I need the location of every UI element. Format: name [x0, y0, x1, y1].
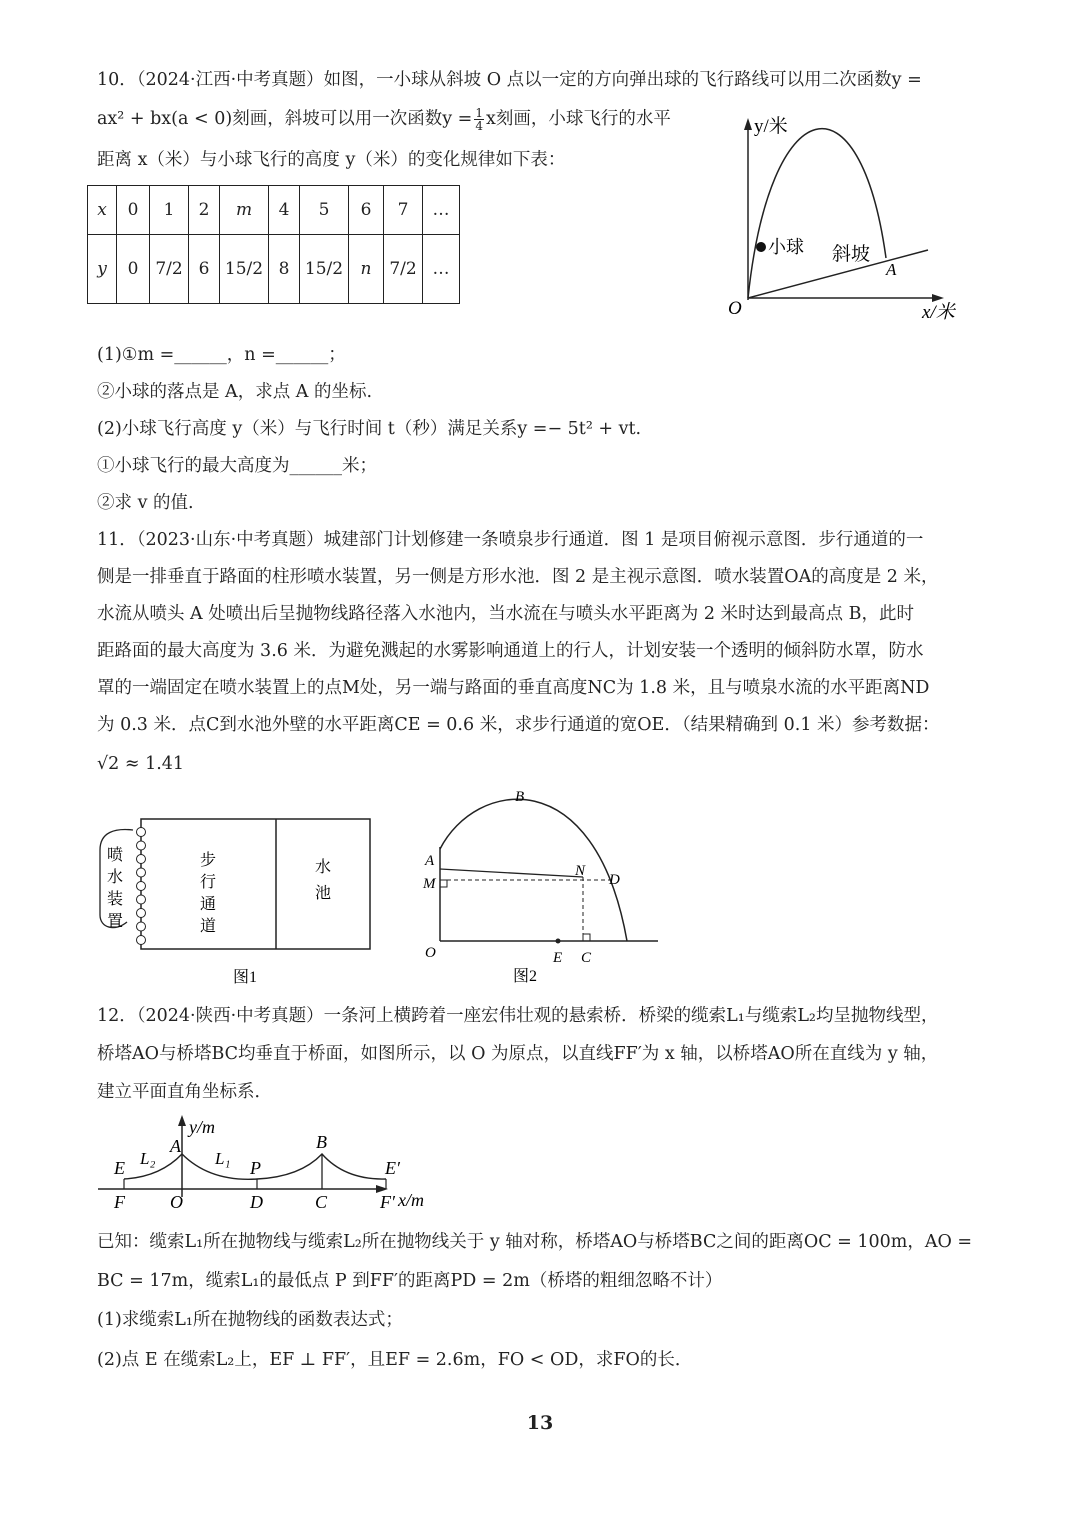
- q10-line3: 距离 x（米）与小球飞行的高度 y（米）的变化规律如下表：: [97, 150, 566, 170]
- label-a: A: [170, 1136, 181, 1156]
- x-label: x/m: [398, 1190, 424, 1210]
- table-cell: …: [423, 186, 460, 235]
- table-cell: 8: [269, 235, 300, 304]
- q10-line2b: x刻画，小球飞行的水平: [485, 109, 671, 129]
- label-l2: L₂: [140, 1149, 156, 1168]
- table-cell: …: [423, 235, 460, 304]
- label-l1: L₁: [215, 1149, 231, 1168]
- q10-line1: 10．（2024·江西·中考真题）如图，一小球从斜坡 O 点以一定的方向弹出球的飞行路线可以用二次函数y =: [97, 70, 922, 90]
- device-label: 喷水装置: [107, 847, 124, 930]
- q12-figure: [90, 1112, 460, 1212]
- nozzle: [137, 841, 146, 850]
- point-e: [556, 939, 561, 944]
- label-e-prime: E′: [385, 1158, 400, 1178]
- table-cell: n: [349, 235, 384, 304]
- q12-known: 已知：缆索L₁所在抛物线与缆索L₂所在抛物线关于 y 轴对称，桥塔AO与桥塔BC之间的距离OC = 100m，AO =: [97, 1232, 973, 1252]
- table-cell: x: [88, 186, 117, 235]
- table-cell: 7/2: [384, 235, 423, 304]
- q11-line: √2 ≈ 1.41: [97, 754, 185, 774]
- nozzle: [137, 855, 146, 864]
- label-p: P: [250, 1158, 261, 1178]
- nozzle: [137, 922, 146, 931]
- q10-table: [87, 185, 460, 304]
- table-cell: 7/2: [150, 235, 189, 304]
- right-angle-m: [440, 880, 447, 887]
- y-arrow-icon: [178, 1115, 186, 1126]
- fig2-caption: 图2: [513, 968, 538, 985]
- table-cell: 15/2: [300, 235, 349, 304]
- nozzle: [137, 936, 146, 945]
- q10-part2: (2)小球飞行高度 y（米）与飞行时间 t（秒）满足关系y =− 5t² + vt.: [97, 419, 642, 439]
- nozzle: [137, 828, 146, 837]
- q11-line: 水流从喷头 A 处喷出后呈抛物线路径落入水池内，当水流在与喷头水平距离为 2 米时达到最高点 B，此时: [97, 604, 914, 624]
- table-cell: y: [88, 235, 117, 304]
- table-row-x: [88, 186, 460, 235]
- y-arrow-icon: [744, 118, 752, 130]
- table-cell: 15/2: [220, 235, 269, 304]
- q10-line2: [97, 107, 671, 132]
- label-c: C: [581, 950, 592, 966]
- label-m: M: [423, 876, 436, 892]
- q12-part2: (2)点 E 在缆索L₂上，EF ⊥ FF′，且EF = 2.6m，FO < OD，求FO的长．: [97, 1350, 693, 1370]
- label-e: E: [114, 1158, 125, 1178]
- q12-part1: (1)求缆索L₁所在抛物线的函数表达式；: [97, 1310, 403, 1330]
- table-cell: 0: [117, 186, 150, 235]
- label-d: D: [609, 872, 620, 888]
- path-label: 步行通道: [200, 852, 217, 935]
- x-arrow-icon: [932, 294, 944, 302]
- q12-line: 12．（2024·陕西·中考真题）一条河上横跨着一座宏伟壮观的悬索桥．桥梁的缆索L₁与缆索L₂均呈抛物线型，: [97, 1006, 939, 1026]
- parabola: [748, 129, 886, 298]
- pool-label: 水池: [315, 859, 332, 902]
- table-cell: 1: [150, 186, 189, 235]
- q10-part1: (1)①m =______，n =______；: [97, 345, 346, 365]
- table-cell: 2: [189, 186, 220, 235]
- table-row-y: [88, 235, 460, 304]
- q10-part2-2: ②求 v 的值.: [97, 493, 194, 513]
- q10-figure: [700, 110, 990, 330]
- q11-line: 距路面的最大高度为 3.6 米．为避免溅起的水雾影响通道上的行人，计划安装一个透明的倾斜防水罩，防水: [97, 641, 924, 661]
- table-cell: 5: [300, 186, 349, 235]
- q11-line: 11．（2023·山东·中考真题）城建部门计划修建一条喷泉步行通道．图 1 是项目俯视示意图．步行通道的一: [97, 530, 924, 550]
- label-f-prime: F′: [380, 1192, 395, 1212]
- nozzle: [137, 868, 146, 877]
- fraction-one-quarter: [474, 107, 484, 132]
- label-c: C: [315, 1192, 328, 1212]
- slope-label: 斜坡: [832, 244, 871, 265]
- table-cell: 6: [189, 235, 220, 304]
- frac-num: 1: [475, 106, 483, 120]
- table-cell: 6: [349, 186, 384, 235]
- label-d: D: [250, 1192, 263, 1212]
- y-label: y/米: [754, 116, 788, 137]
- q10-part1-2: ②小球的落点是 A，求点 A 的坐标.: [97, 382, 373, 402]
- label-n: N: [575, 863, 586, 879]
- ball-label: 小球: [768, 237, 804, 257]
- label-a: A: [425, 853, 435, 869]
- nozzle: [137, 895, 146, 904]
- label-o: O: [170, 1192, 183, 1212]
- ball-dot: [756, 242, 766, 252]
- label-b: B: [515, 789, 525, 805]
- y-label: y/m: [189, 1117, 215, 1137]
- point-a-label: A: [886, 260, 897, 279]
- shield-line: [440, 869, 583, 877]
- x-label: x/米: [922, 302, 955, 323]
- nozzle: [137, 909, 146, 918]
- q12-line: 桥塔AO与桥塔BC均垂直于桥面，如图所示，以 O 为原点，以直线FF′为 x 轴，以桥塔AO所在直线为 y 轴，: [97, 1044, 939, 1064]
- q11-line: 罩的一端固定在喷水装置上的点M处，另一端与路面的垂直高度NC为 1.8 米，且与喷泉水流的水平距离ND: [97, 678, 930, 698]
- frac-den: 4: [475, 119, 483, 133]
- fig1-caption: 图1: [233, 969, 258, 986]
- q12-line: 建立平面直角坐标系．: [97, 1082, 272, 1102]
- table-cell: 0: [117, 235, 150, 304]
- q11-figure2: [415, 785, 665, 990]
- q10-part2-1: ①小球飞行的最大高度为______米；: [97, 456, 377, 476]
- origin-label: O: [728, 298, 742, 319]
- outer-rect: [141, 819, 370, 949]
- table-cell: 7: [384, 186, 423, 235]
- q11-line: 侧是一排垂直于路面的柱形喷水装置，另一侧是方形水池．图 2 是主视示意图．喷水装置OA的高度是 2 米，: [97, 567, 939, 587]
- table-cell: m: [220, 186, 269, 235]
- page-number: 13: [526, 1412, 554, 1434]
- q11-line: 为 0.3 米．点C到水池外壁的水平距离CE = 0.6 米，求步行通道的宽OE．（结果精确到 0.1 米）参考数据：: [97, 715, 940, 735]
- label-b: B: [316, 1132, 327, 1152]
- label-o: O: [425, 945, 436, 961]
- nozzle-row: [137, 828, 146, 945]
- q12-known: BC = 17m，缆索L₁的最低点 P 到FF′的距离PD = 2m（桥塔的粗细忽略不计）: [97, 1271, 723, 1291]
- label-e: E: [553, 950, 563, 966]
- label-f: F: [114, 1192, 125, 1212]
- q10-line2a: ax² + bx(a < 0)刻画，斜坡可以用一次函数y =: [97, 109, 473, 129]
- q11-figure1: [95, 810, 385, 990]
- right-angle-c: [583, 934, 590, 941]
- nozzle: [137, 882, 146, 891]
- table-cell: 4: [269, 186, 300, 235]
